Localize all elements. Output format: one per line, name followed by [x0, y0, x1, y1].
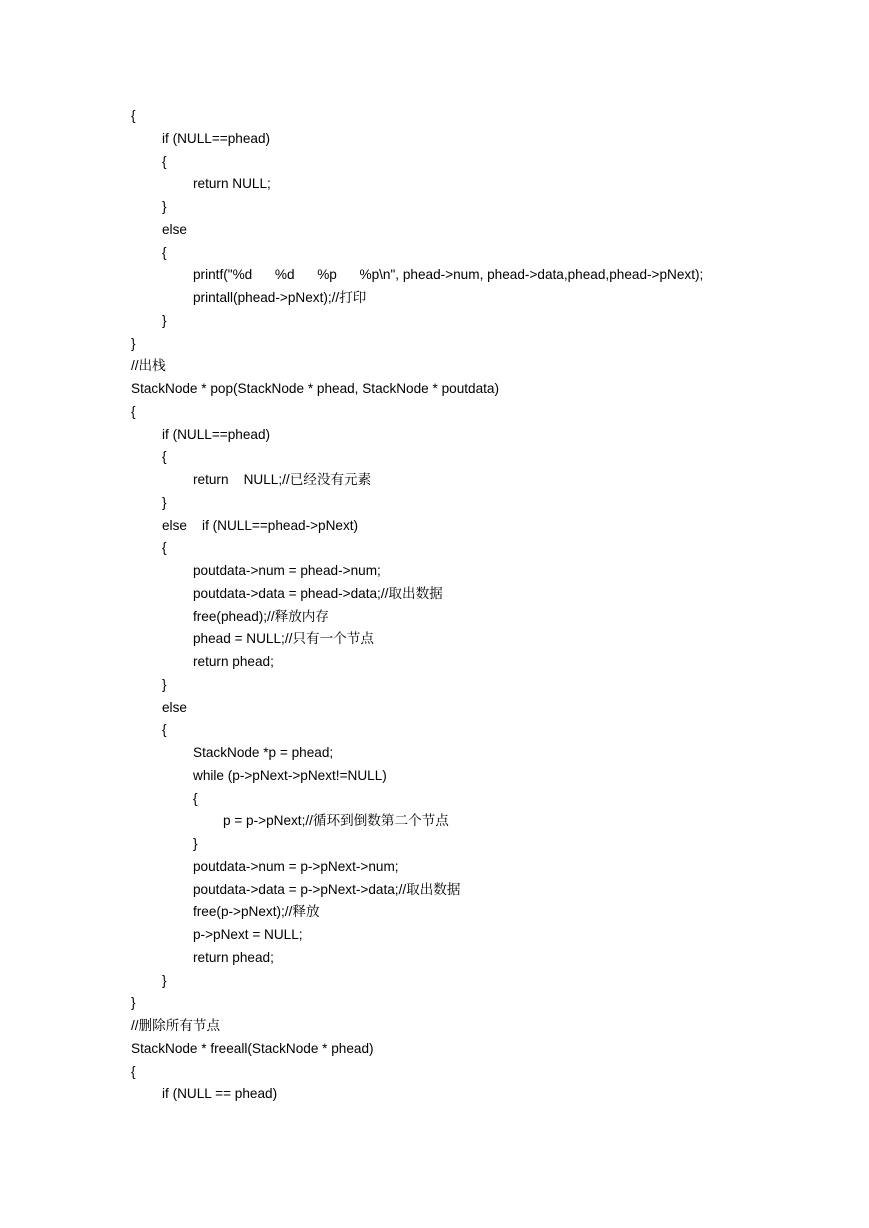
code-line: { — [193, 790, 198, 806]
code-line: else if (NULL==phead->pNext) — [162, 517, 359, 533]
code-line: { — [131, 1063, 136, 1079]
code-line: } — [162, 972, 167, 988]
code-line: if (NULL==phead) — [162, 426, 271, 442]
code-listing — [131, 105, 831, 1106]
function-signature: StackNode * pop(StackNode * phead, StackNode * poutdata) — [131, 381, 500, 396]
code-comment-heading: //删除所有节点 — [131, 1018, 221, 1033]
code-line: } — [162, 199, 167, 214]
code-line: poutdata->num = p->pNext->num; — [193, 858, 399, 874]
code-line: if (NULL == phead) — [162, 1086, 278, 1102]
code-line: } — [162, 676, 167, 692]
code-line: else — [162, 221, 187, 237]
code-line: phead = NULL;//只有一个节点 — [193, 631, 374, 647]
code-line: } — [162, 312, 167, 328]
code-line: poutdata->data = p->pNext->data;//取出数据 — [193, 881, 461, 897]
code-line: } — [162, 494, 167, 510]
code-line: } — [131, 995, 136, 1011]
code-line: { — [162, 449, 167, 465]
code-line: p = p->pNext;//循环到倒数第二个节点 — [223, 813, 449, 829]
code-line: { — [131, 403, 136, 419]
code-line: printf("%d %d %p %p\n", phead->num, phead->data,phead,phead->pNext); — [193, 267, 704, 283]
code-line: StackNode *p = phead; — [193, 745, 334, 760]
code-line: printall(phead->pNext);//打印 — [193, 290, 367, 305]
code-line: else — [162, 699, 187, 715]
code-line: { — [162, 722, 167, 738]
code-line: { — [162, 153, 167, 169]
code-line: } — [131, 335, 136, 351]
code-line: return phead; — [193, 654, 274, 669]
code-comment-heading: //出栈 — [131, 358, 166, 374]
code-line: { — [131, 108, 136, 123]
code-line: poutdata->num = phead->num; — [193, 563, 381, 578]
code-line: return NULL;//已经没有元素 — [193, 472, 372, 487]
code-line: { — [162, 244, 167, 260]
code-line: free(p->pNext);//释放 — [193, 904, 320, 920]
code-line: } — [193, 836, 198, 851]
code-line: free(phead);//释放内存 — [193, 608, 329, 624]
code-line: poutdata->data = phead->data;//取出数据 — [193, 585, 443, 601]
code-line: if (NULL==phead) — [162, 130, 271, 146]
code-line: { — [162, 540, 167, 556]
code-line: p->pNext = NULL; — [193, 927, 303, 942]
code-line: while (p->pNext->pNext!=NULL) — [193, 767, 387, 783]
code-line: return phead; — [193, 949, 274, 965]
function-signature: StackNode * freeall(StackNode * phead) — [131, 1040, 374, 1056]
code-line: return NULL; — [193, 176, 271, 192]
